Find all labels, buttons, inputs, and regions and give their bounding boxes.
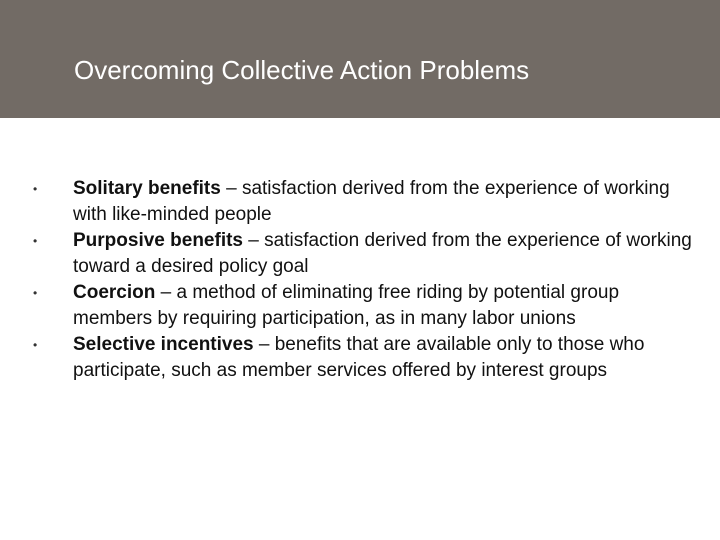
bullet-item-solitary-benefits (0, 176, 720, 228)
bullet-term: Coercion (73, 282, 156, 303)
bullet-dot-icon: • (33, 182, 38, 196)
slide-title: Overcoming Collective Action Problems (74, 55, 530, 85)
bullet-dot-icon: • (33, 338, 38, 352)
bullet-dot-icon: • (33, 286, 38, 300)
bullet-definition: – a method of eliminating free riding by potential group members by requiring participation, as in many labor unions (73, 282, 620, 329)
bullet-list (0, 176, 720, 384)
bullet-definition: – satisfaction derived from the experience of working toward a desired policy goal (73, 230, 692, 277)
bullet-term: Purposive benefits (73, 230, 243, 251)
bullet-text (73, 332, 695, 384)
bullet-item-purposive-benefits (0, 228, 720, 280)
bullet-definition: – benefits that are available only to those who participate, such as member services offered by interest groups (73, 334, 645, 381)
bullet-item-selective-incentives (0, 332, 720, 384)
bullet-term: Solitary benefits (73, 178, 221, 199)
bullet-term: Selective incentives (73, 334, 254, 355)
title-bar (0, 0, 720, 118)
bullet-text (73, 228, 695, 280)
bullet-text (73, 280, 695, 332)
bullet-item-coercion (0, 280, 720, 332)
bullet-definition: – satisfaction derived from the experience of working with like-minded people (73, 178, 670, 225)
bullet-text (73, 176, 695, 228)
bullet-dot-icon: • (33, 234, 38, 248)
